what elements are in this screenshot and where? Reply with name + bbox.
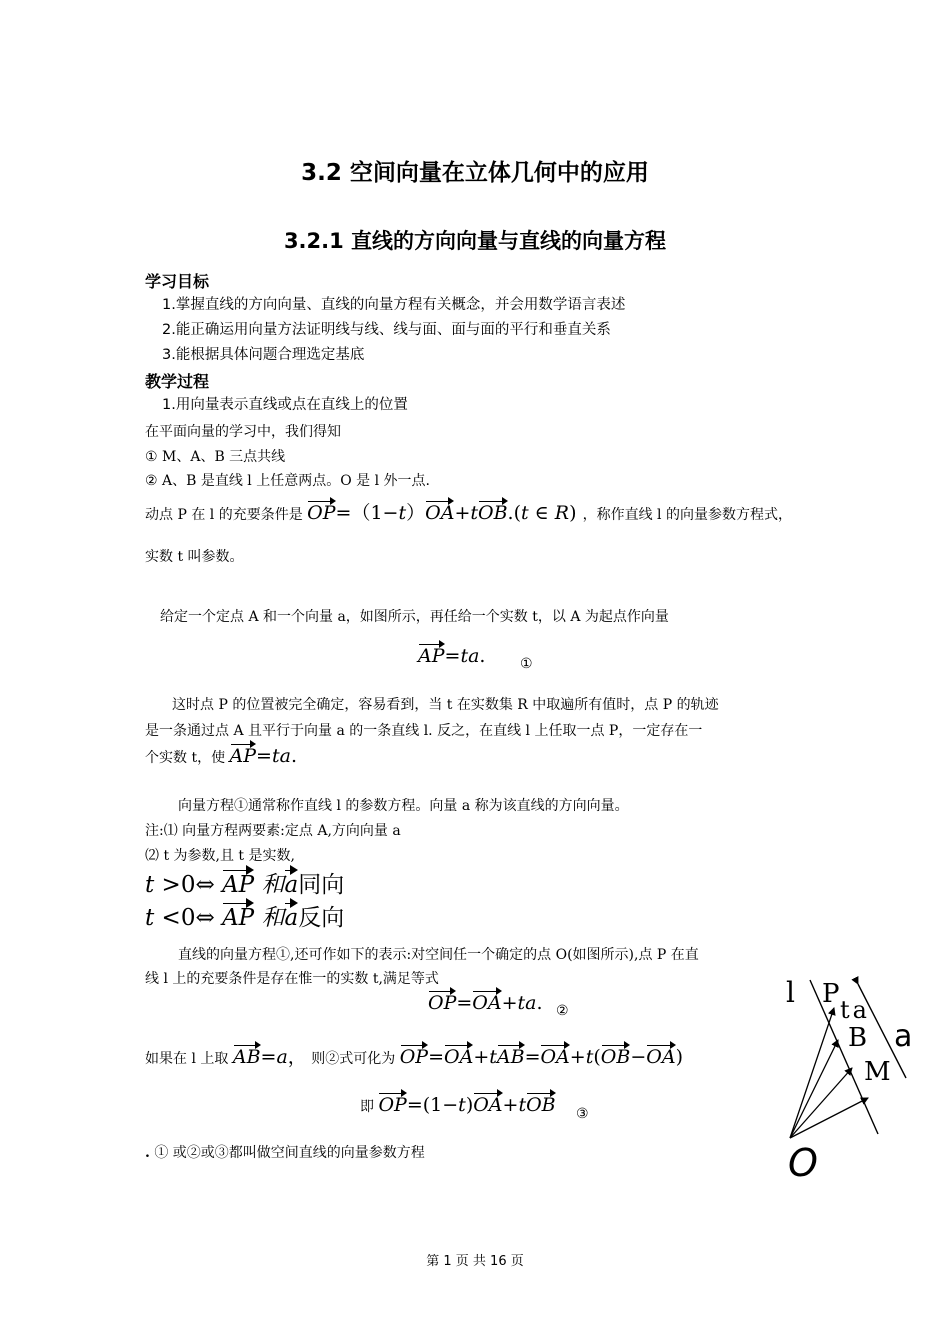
text-segment: 动点 P 在 l 的充要条件是	[145, 507, 303, 523]
equation-ab-a: AB=a，	[232, 1046, 307, 1068]
paragraph	[145, 498, 792, 525]
text-segment: 如果在 l 上取	[145, 1051, 229, 1067]
text-segment: 个实数 t，使	[145, 750, 226, 766]
paragraph	[145, 1042, 683, 1069]
vector-ob	[790, 1068, 852, 1138]
label-ta: ta	[840, 996, 870, 1024]
text-segment: 则②式可化为	[311, 1051, 396, 1067]
text-segment: ，称作直线 l 的向量参数方程式，	[582, 507, 792, 523]
label-m: M	[864, 1057, 891, 1087]
goals-heading: 学习目标	[145, 272, 210, 291]
section-title: 3.2.1 直线的方向向量与直线的向量方程	[283, 229, 667, 253]
equation-number: ②	[556, 1003, 569, 1019]
paragraph: ① M、A、B 三点共线	[145, 449, 286, 465]
label-b: B	[848, 1023, 868, 1053]
paragraph: 向量方程①通常称作直线 l 的参数方程。向量 a 称为该直线的方向向量。	[178, 798, 629, 814]
paragraph: 是一条通过点 A 且平行于向量 a 的一条直线 l. 反之，在直线 l 上任取一点 P，一定存在一	[145, 723, 703, 739]
page-footer: 第 1 页 共 16 页	[426, 1254, 524, 1269]
equation-op-final: OP=(1−t)OA+tOB	[378, 1094, 556, 1116]
page-title: 3.2 空间向量在立体几何中的应用	[301, 160, 649, 186]
equation-ap-ta-inline: AP=ta.	[229, 745, 297, 767]
note: 注:⑴ 向量方程两要素:定点 A,方向向量 a	[145, 823, 401, 839]
paragraph: 给定一个定点 A 和一个向量 a，如图所示，再任给一个实数 t，以 A 为起点作向量	[160, 609, 669, 625]
equation-op-expand: OP=OA+tAB=OA+t(OB−OA)	[399, 1046, 683, 1068]
paragraph	[360, 1094, 556, 1116]
text-segment: 即	[360, 1099, 374, 1115]
equation-number: ①	[520, 656, 533, 672]
paragraph: 线 l 上的充要条件是存在惟一的实数 t,满足等式	[145, 971, 439, 987]
text-segment: 同向	[298, 872, 345, 898]
label-l: l	[786, 976, 795, 1009]
paragraph: . ① 或②或③都叫做空间直线的向量参数方程	[145, 1145, 425, 1161]
goal-item: 3.能根据具体问题合理选定基底	[162, 347, 365, 363]
text-segment: 和	[261, 905, 285, 931]
label-o: O	[788, 1141, 818, 1185]
note: ⑵ t 为参数,且 t 是实数,	[145, 848, 295, 864]
paragraph: ② A、B 是直线 l 上任意两点。O 是 l 外一点.	[145, 473, 430, 489]
paragraph: 实数 t 叫参数。	[145, 549, 244, 565]
vector-oa	[790, 1040, 838, 1138]
text-segment: 反向	[298, 905, 345, 931]
equation-op-oa-ta: OP=OA+ta.	[428, 992, 543, 1014]
line-vector-figure	[778, 968, 938, 1188]
paragraph	[145, 745, 297, 767]
paragraph: 这时点 P 的位置被完全确定，容易看到，当 t 在实数集 R 中取遍所有值时，点 P 的轨迹	[172, 697, 719, 713]
condition-same-direction: t >0⇔ AP 和a同向	[145, 872, 345, 898]
label-a: a	[894, 1019, 913, 1054]
goal-item: 1.掌握直线的方向向量、直线的向量方程有关概念，并会用数学语言表述	[162, 297, 626, 313]
condition-opposite-direction: t <0⇔ AP 和a反向	[145, 905, 345, 931]
text-segment: 和	[261, 872, 285, 898]
paragraph: 在平面向量的学习中，我们得知	[145, 424, 341, 440]
label-p: P	[822, 979, 840, 1009]
equation-op-def: OP=（1−t）OA+tOB.(t ∈ R)	[307, 502, 577, 524]
text-segment: ① 或②或③都叫做空间直线的向量参数方程	[154, 1145, 425, 1161]
goal-item: 2.能正确运用向量方法证明线与线、线与面、面与面的平行和垂直关系	[162, 322, 611, 338]
paragraph: 直线的向量方程①,还可作如下的表示:对空间任一个确定的点 O(如图所示),点 P 在直	[178, 947, 699, 963]
equation-number: ③	[576, 1106, 589, 1122]
process-heading: 教学过程	[145, 372, 210, 391]
equation-ap-ta: AP=ta.	[418, 645, 486, 667]
process-item: 1.用向量表示直线或点在直线上的位置	[162, 397, 408, 413]
